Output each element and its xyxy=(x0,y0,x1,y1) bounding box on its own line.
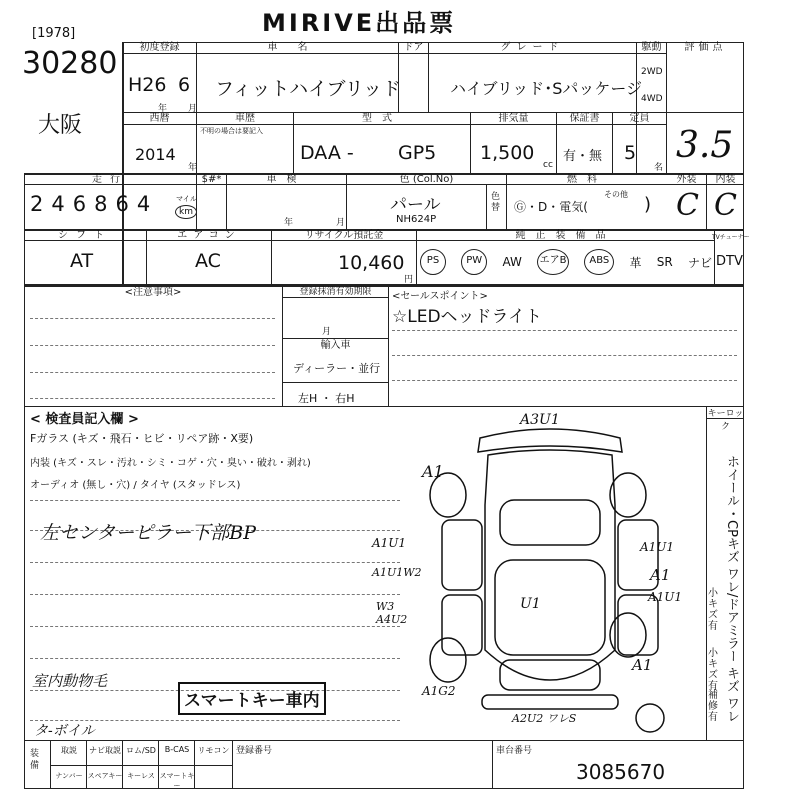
capacity: 5 xyxy=(624,142,637,164)
mileage-label: 走行 xyxy=(92,174,128,185)
equipment-leather: 革 xyxy=(629,255,642,270)
damage-mark: A1G2 xyxy=(422,684,456,698)
inspection-label: 車検 xyxy=(266,174,307,185)
fuel: Ⓖ・D・電気( xyxy=(514,200,588,214)
recycle: 10,460 xyxy=(338,252,405,274)
car-name-label: 車名 xyxy=(267,42,328,53)
first-reg-year: H26 xyxy=(128,74,167,96)
color-change-label: 色替 xyxy=(491,192,501,213)
year-label: [1978] xyxy=(32,26,76,41)
drive-4wd: 4WD xyxy=(641,94,663,104)
footer-label: 装備 xyxy=(30,749,40,771)
interior-label: 内装 xyxy=(715,174,736,185)
handwritten-note-2: 室内動物毛 xyxy=(32,672,108,690)
vertical-note: ホイール・CPキズ ワレ/ドアミラー キズ ワレ xyxy=(724,455,739,723)
dealer-sub: 不明の場合は要記入 xyxy=(200,127,263,135)
footer-item: B-CAS xyxy=(164,745,190,754)
equipment-aw: AW xyxy=(502,255,522,269)
document-title: MIRIVE出品票 xyxy=(262,9,457,37)
damage-mark: A1U1W2 xyxy=(372,566,422,579)
displacement: 1,500 xyxy=(480,142,535,164)
footer-item: スペアキー xyxy=(87,772,123,780)
footer-items-row2 xyxy=(51,771,232,791)
reg-no-label: 登録番号 xyxy=(236,746,273,756)
car-name: フィットハイブリッド xyxy=(215,78,402,100)
damage-mark: A2U2 ワレS xyxy=(512,712,577,725)
import-label: 輸入車 xyxy=(320,340,351,351)
equipment-sunroof: SR xyxy=(656,255,673,269)
exterior-label: 外装 xyxy=(676,174,697,185)
unit-mile: マイル xyxy=(176,195,197,203)
damage-mark: U1 xyxy=(520,596,541,612)
footer-item: スマートキー xyxy=(159,772,195,790)
tv-label: TVチューナー xyxy=(712,234,750,241)
footer-items-row1 xyxy=(51,745,232,756)
model-code: GP5 xyxy=(398,142,437,164)
model-prefix: DAA - xyxy=(300,142,354,164)
west-year-label: 西暦 xyxy=(149,113,170,124)
meter-label: $#* xyxy=(201,174,222,185)
equipment-abs: ABS xyxy=(584,249,614,275)
inspector-line3: オーディオ (無し・穴) / タイヤ (スタッドレス) xyxy=(30,480,241,491)
equipment-row xyxy=(420,248,712,276)
grade: ハイブリッド･Sパッケージ xyxy=(450,79,643,98)
handwritten-note-4: タ-ボイル xyxy=(34,723,95,739)
warranty-label: 保証書 xyxy=(569,113,600,124)
shift: AT xyxy=(70,250,94,272)
recycle-label: リサイクル預託金 xyxy=(304,230,384,241)
dealer-import: ディーラー・並行 xyxy=(293,362,381,375)
footer-item: リモコン xyxy=(197,746,230,755)
handwritten-note-1: 左センターピラー下部BP xyxy=(40,522,256,544)
grade-label: グレード xyxy=(500,42,565,53)
equipment-navi: ナビ xyxy=(687,255,712,270)
caution-label: <注意事項> xyxy=(124,287,182,298)
fuel-other: その他 xyxy=(604,190,628,199)
wheel-rear-left xyxy=(430,638,466,682)
equipment-label: 純正装備品 xyxy=(515,230,616,241)
car-body-outline xyxy=(485,450,615,680)
first-reg-month: 6 xyxy=(178,74,191,96)
inspector-line1: Fガラス (キズ・飛石・ヒビ・リペア跡・X要) xyxy=(30,432,254,445)
west-year: 2014 xyxy=(135,145,176,164)
door-label: ドア xyxy=(403,42,424,53)
damage-mark: A3U1 xyxy=(520,412,560,428)
damage-mark: A1 xyxy=(632,656,653,674)
dealer-label: 車歴 xyxy=(235,113,255,124)
color-no: NH624P xyxy=(396,214,437,225)
equipment-ps: PS xyxy=(420,249,446,275)
capacity-label: 定員 xyxy=(629,113,650,124)
car-right-rear-door xyxy=(618,595,658,655)
color: パール xyxy=(390,195,441,215)
warranty: 有・無 xyxy=(563,149,603,164)
color-label: 色 (Col.No) xyxy=(399,174,454,185)
mileage-digit: 2 xyxy=(30,192,52,216)
fuel-close: ) xyxy=(644,194,652,215)
car-roof xyxy=(495,560,605,655)
inspector-label: < 検査員記入欄 > xyxy=(30,412,139,427)
mileage-digit: 6 xyxy=(72,192,95,216)
displacement-label: 排気量 xyxy=(498,113,529,124)
sales-point: ☆LEDヘッドライト xyxy=(392,307,543,327)
sales-label: <セールスポイント> xyxy=(392,291,488,302)
unit-km: km xyxy=(175,205,197,219)
ac-label: エアコン xyxy=(177,230,241,241)
equipment-pw: PW xyxy=(461,249,487,275)
mileage-digit: 6 xyxy=(115,192,137,216)
region: 大阪 xyxy=(38,113,83,138)
keylock-label: キーロック xyxy=(707,409,744,432)
footer-item: キーレス xyxy=(127,772,155,780)
drive-2wd: 2WD xyxy=(641,67,663,77)
stamp-note: スマートキー車内 xyxy=(178,682,326,715)
car-rear-window xyxy=(500,660,600,690)
footer-item: ロム/SD xyxy=(126,746,156,755)
interior: C xyxy=(714,188,737,223)
eval-score: 3.5 xyxy=(676,125,734,166)
wheel-front-right xyxy=(610,473,646,517)
footer-item: ナンバー xyxy=(55,772,83,780)
mileage-digit: 4 xyxy=(136,192,159,216)
car-left-front-door xyxy=(442,520,482,590)
mileage-digit: 4 xyxy=(51,192,73,216)
damage-mark: W3 A4U2 xyxy=(376,600,408,626)
car-windshield xyxy=(500,500,600,545)
damage-mark: A1U1 xyxy=(640,540,675,554)
car-front-bumper xyxy=(482,695,618,709)
damage-mark: A1 xyxy=(650,566,671,584)
first-reg-label: 初度登録 xyxy=(139,42,180,53)
car-roof-top xyxy=(478,429,622,452)
footer-item: ナビ取説 xyxy=(89,746,121,755)
mileage-digits xyxy=(30,192,158,216)
equipment-airbag: エアB xyxy=(537,249,569,275)
footer-item: 取説 xyxy=(61,746,77,755)
eval-label: 評価点 xyxy=(684,42,727,53)
inspector-line2: 内装 (キズ・スレ・汚れ・シミ・コゲ・穴・臭い・破れ・剥れ) xyxy=(30,458,311,469)
chassis-number: 3085670 xyxy=(576,760,666,784)
ac: AC xyxy=(195,250,221,272)
lot-number: 30280 xyxy=(22,46,118,81)
damage-mark: A1U1 xyxy=(372,536,407,550)
shift-label: シフト xyxy=(58,230,112,241)
chassis-label: 車台番号 xyxy=(496,746,533,756)
mileage-digit: 8 xyxy=(94,192,116,216)
reg-expiry-label: 登録抹消有効期限 xyxy=(299,287,372,297)
drive-label: 駆動 xyxy=(641,42,662,53)
handle-side: 左H ・ 右H xyxy=(298,392,355,405)
exterior: C xyxy=(676,188,699,223)
tv: DTV xyxy=(716,254,743,269)
damage-mark: A1 xyxy=(422,462,444,481)
spare-tire xyxy=(636,704,664,732)
model-label: 型式 xyxy=(362,113,402,124)
damage-mark: A1U1 xyxy=(648,590,683,604)
fuel-label: 燃料 xyxy=(567,174,607,185)
